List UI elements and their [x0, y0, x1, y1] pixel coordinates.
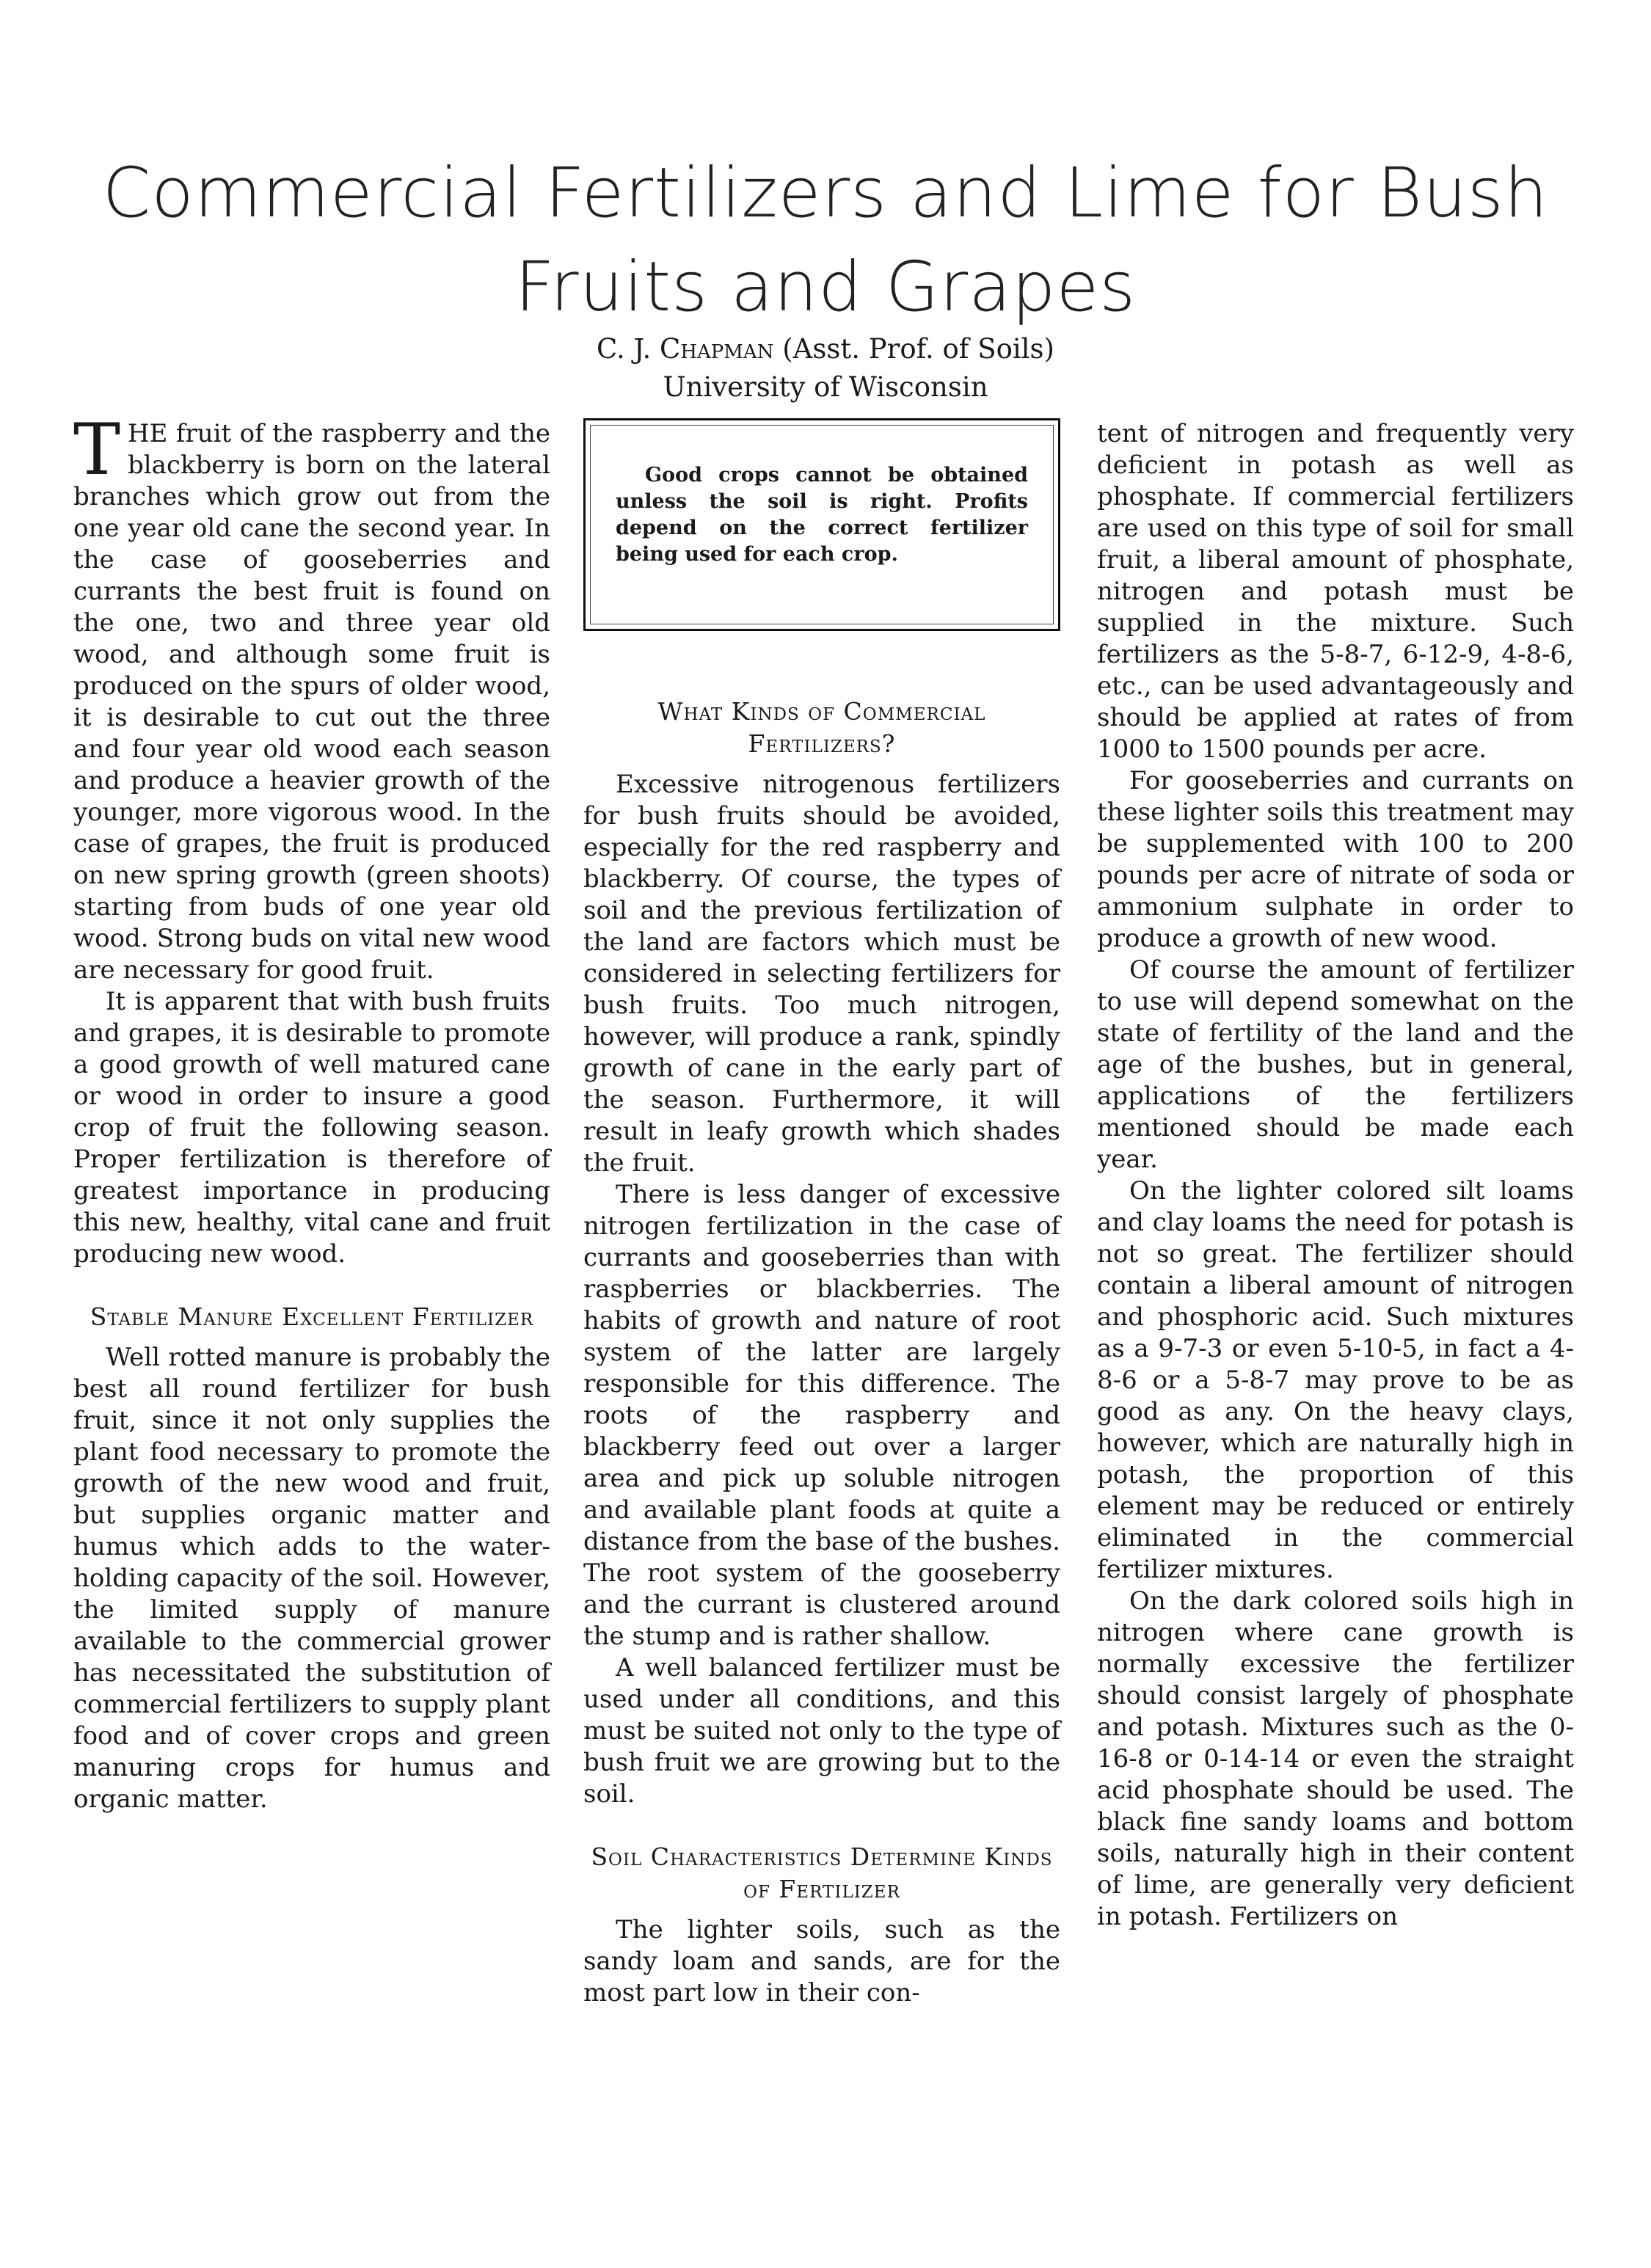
paragraph: It is apparent that with bush fruits and grapes, it is desirable to promote a good growth of well matured cane or wood in order to insure a good crop of fruit the following season. Proper fertilization is therefore of greatest importance in producing this new, healthy, vital cane and fruit producing new wood. [73, 987, 550, 1269]
drop-cap: T [73, 409, 121, 491]
pull-quote-inner [590, 425, 1054, 624]
column-2 [583, 418, 1060, 2009]
section-heading: What Kinds of Commercial Fertilizers? [657, 697, 986, 758]
pull-quote-text: Good crops cannot be obtained unless the soil is right. Profits depend on the correct fertilizer being used for each crop. [616, 464, 1028, 566]
paragraph [73, 409, 550, 986]
paragraph: A well balanced fertilizer must be used under all conditions, and this must be suited not only to the type of bush fruit we are growing but to the soil. [583, 1653, 1060, 1809]
section-heading: Stable Manure Excellent Fertilizer [90, 1302, 534, 1331]
paragraph: Of course the amount of fertilizer to use will depend somewhat on the state of fertility of the land and the age of the bushes, but in general, applications of the fertilizers mentioned should be made each year. [1097, 955, 1574, 1174]
column-3 [1097, 418, 1574, 1933]
byline [0, 330, 1651, 406]
pull-quote-box [583, 418, 1060, 631]
paragraph: Excessive nitrogenous fertilizers for bush fruits should be avoided, especially for the red raspberry and blackberry. Of course, the types of soil and the previous fertilization of the land are factors which must be considered in selecting fertilizers for bush fruits. Too much nitrogen, however, will produce a rank, spindly growth of cane in the early part of the season. Furthermore, it will result in leafy growth which shades the fruit. [583, 770, 1060, 1178]
paragraph: For gooseberries and currants on these lighter soils this treatment may be supplemented with 100 to 200 pounds per acre of nitrate of soda or ammonium sulphate in order to produce a growth of new wood. [1097, 766, 1574, 953]
paragraph: The lighter soils, such as the sandy loam and sands, are for the most part low in their con- [583, 1915, 1060, 2008]
author-line [0, 330, 1651, 368]
column-1 [73, 409, 550, 1815]
section-heading: Soil Characteristics Determine Kinds of Fertilizer [591, 1842, 1053, 1903]
paragraph: tent of nitrogen and frequently very deficient in potash as well as phosphate. If commercial fertilizers are used on this type of soil for small fruit, a liberal amount of phosphate, nitrogen and potash must be supplied in the mixture. Such fertilizers as the 5-8-7, 6-12-9, 4-8-6, etc., can be used advantageously and should be applied at rates of from 1000 to 1500 pounds per acre. [1097, 419, 1574, 764]
article-title: Commercial Fertilizers and Lime for Bush Fruits and Grapes [102, 153, 1549, 327]
author-initials: C. J. [597, 333, 652, 365]
author-role: (Asst. Prof. of Soils) [782, 333, 1054, 365]
paragraph: On the dark colored soils high in nitrogen where cane growth is normally excessive the fertilizer should consist largely of phosphate and potash. Mixtures such as the 0-16-8 or 0-14-14 or even the straight acid phosphate should be used. The black fine sandy loams and bottom soils, naturally high in their content of lime, are generally very deficient in potash. Fertilizers on [1097, 1586, 1574, 1931]
paragraph-text: HE fruit of the raspberry and the blackberry is born on the lateral branches which grow out from the one year old cane the second year. In the case of gooseberries and currants the best fruit is found on the one, two and three year old wood, and although some fruit is produced on the spurs of older wood, it is desirable to cut out the three and four year old wood each season and produce a heavier growth of the younger, more vigorous wood. In the case of grapes, the fruit is produced on new spring growth (green shoots) starting from buds of one year old wood. Strong buds on vital new wood are necessary for good fruit. [73, 419, 550, 985]
author-surname: Chapman [660, 333, 774, 365]
paragraph: Well rotted manure is probably the best all round fertilizer for bush fruit, since it not only supplies the plant food necessary to promote the growth of the new wood and fruit, but supplies organic matter and humus which adds to the water-holding capacity of the soil. However, the limited supply of manure available to the commercial grower has necessitated the substitution of commercial fertilizers to supply plant food and of cover crops and green manuring crops for humus and organic matter. [73, 1343, 550, 1814]
author-institution: University of Wisconsin [663, 371, 988, 403]
paragraph: On the lighter colored silt loams and clay loams the need for potash is not so great. The fertilizer should contain a liberal amount of nitrogen and phosphoric acid. Such mixtures as a 9-7-3 or even 5-10-5, in fact a 4-8-6 or a 5-8-7 may prove to be as good as any. On the heavy clays, however, which are naturally high in potash, the proportion of this element may be reduced or entirely eliminated in the commercial fertilizer mixtures. [1097, 1176, 1574, 1584]
paragraph: There is less danger of excessive nitrogen fertilization in the case of currants and gooseberries than with raspberries or blackberries. The habits of growth and nature of root system of the latter are largely responsible for this difference. The roots of the raspberry and blackberry feed out over a larger area and pick up soluble nitrogen and available plant foods at quite a distance from the base of the bushes. The root system of the gooseberry and the currant is clustered around the stump and is rather shallow. [583, 1180, 1060, 1651]
